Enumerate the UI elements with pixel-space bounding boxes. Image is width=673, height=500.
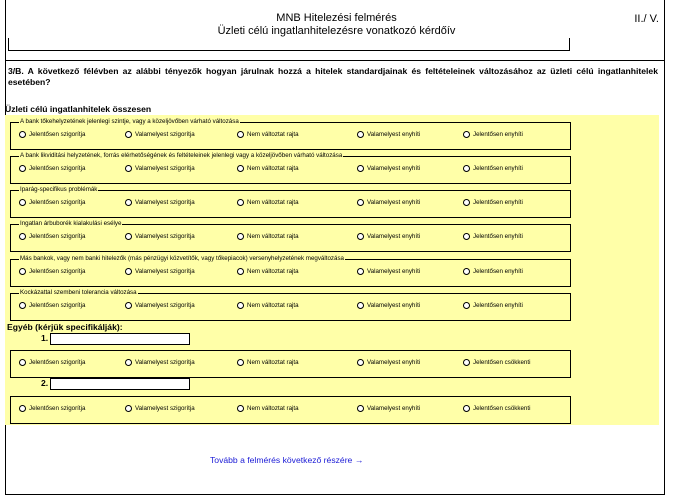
radio-button[interactable]: [237, 165, 244, 172]
radio-label: Jelentősen enyhíti: [473, 165, 523, 172]
radio-option[interactable]: [19, 131, 85, 138]
radio-button[interactable]: [463, 233, 470, 240]
radio-label: Jelentősen enyhíti: [473, 131, 523, 138]
factor-group-4: [10, 220, 571, 252]
radio-option[interactable]: [463, 199, 523, 206]
radio-option[interactable]: [237, 302, 299, 309]
other-label: Egyéb (kérjük specifikálják):: [7, 322, 123, 332]
radio-label: Nem változtat rajta: [247, 233, 299, 240]
radio-option[interactable]: [125, 302, 195, 309]
radio-label: Jelentősen szigorítja: [29, 359, 86, 366]
radio-label: Jelentősen enyhíti: [473, 268, 523, 275]
factor-group-6: [10, 289, 571, 321]
radio-button[interactable]: [463, 165, 470, 172]
radio-button[interactable]: [19, 233, 26, 240]
factor-label: Iparág-specifikus problémák: [20, 186, 98, 193]
other-number-2: 2.: [41, 378, 49, 388]
radio-button[interactable]: [357, 359, 364, 366]
radio-button[interactable]: [463, 359, 470, 366]
radio-option[interactable]: [19, 359, 85, 366]
radio-button[interactable]: [357, 131, 364, 138]
page-title: MNB Hitelezési felmérés: [276, 12, 397, 24]
radio-label: Valamelyest enyhíti: [367, 131, 421, 138]
other-group-2: [10, 396, 571, 424]
radio-label: Jelentősen szigorítja: [29, 268, 86, 275]
radio-option[interactable]: [463, 359, 530, 366]
radio-button[interactable]: [237, 199, 244, 206]
radio-button[interactable]: [357, 233, 364, 240]
radio-label: Valamelyest szigorítja: [135, 405, 195, 412]
radio-label: Nem változtat rajta: [247, 268, 299, 275]
radio-button[interactable]: [357, 268, 364, 275]
factor-group-3: [10, 186, 571, 218]
factor-group-5: [10, 255, 571, 287]
radio-option[interactable]: [19, 302, 85, 309]
radio-option[interactable]: [237, 268, 299, 275]
radio-option[interactable]: [237, 405, 299, 412]
radio-option[interactable]: [237, 233, 299, 240]
radio-label: Valamelyest enyhíti: [367, 405, 421, 412]
radio-option[interactable]: [237, 131, 299, 138]
radio-label: Jelentősen szigorítja: [29, 165, 86, 172]
radio-label: Valamelyest enyhíti: [367, 268, 421, 275]
section-code: II./ V.: [634, 13, 659, 25]
radio-button[interactable]: [125, 199, 132, 206]
radio-option[interactable]: [19, 233, 85, 240]
radio-label: Nem változtat rajta: [247, 165, 299, 172]
page-subtitle: Üzleti célú ingatlanhitelezésre vonatkozó kérdőív: [217, 25, 456, 37]
radio-button[interactable]: [237, 359, 244, 366]
radio-option[interactable]: [357, 165, 420, 172]
radio-button[interactable]: [463, 199, 470, 206]
radio-label: Nem változtat rajta: [247, 199, 299, 206]
radio-label: Jelentősen enyhíti: [473, 199, 523, 206]
radio-option[interactable]: [125, 268, 195, 275]
radio-button[interactable]: [463, 405, 470, 412]
radio-button[interactable]: [19, 165, 26, 172]
radio-option[interactable]: [357, 405, 420, 412]
radio-button[interactable]: [125, 359, 132, 366]
radio-option[interactable]: [19, 268, 85, 275]
radio-option[interactable]: [357, 199, 420, 206]
radio-label: Valamelyest szigorítja: [135, 199, 195, 206]
radio-label: Nem változtat rajta: [247, 302, 299, 309]
radio-label: Nem változtat rajta: [247, 405, 299, 412]
radio-button[interactable]: [19, 268, 26, 275]
radio-label: Jelentősen enyhíti: [473, 233, 523, 240]
radio-option[interactable]: [463, 405, 530, 412]
radio-button[interactable]: [237, 405, 244, 412]
radio-option[interactable]: [125, 359, 195, 366]
radio-option[interactable]: [19, 165, 85, 172]
radio-button[interactable]: [237, 233, 244, 240]
radio-button[interactable]: [19, 131, 26, 138]
radio-option[interactable]: [357, 302, 420, 309]
radio-button[interactable]: [237, 268, 244, 275]
radio-label: Jelentősen csökkenti: [473, 405, 531, 412]
radio-button[interactable]: [125, 233, 132, 240]
radio-option[interactable]: [463, 302, 523, 309]
radio-button[interactable]: [463, 268, 470, 275]
radio-label: Valamelyest szigorítja: [135, 233, 195, 240]
radio-option[interactable]: [237, 165, 299, 172]
radio-option[interactable]: [463, 131, 523, 138]
radio-button[interactable]: [125, 405, 132, 412]
radio-button[interactable]: [125, 302, 132, 309]
radio-button[interactable]: [463, 302, 470, 309]
section-title: Üzleti célú ingatlanhitelek összesen: [5, 104, 152, 114]
radio-label: Jelentősen csökkenti: [473, 359, 531, 366]
factor-group-2: [10, 152, 571, 184]
radio-option[interactable]: [463, 233, 523, 240]
radio-label: Valamelyest enyhíti: [367, 233, 421, 240]
radio-label: Jelentősen szigorítja: [29, 302, 86, 309]
factor-label: A bank tőkehelyzetének jelenlegi szintje, vagy a közeljövőben várható változása: [20, 118, 239, 125]
radio-button[interactable]: [125, 131, 132, 138]
radio-label: Valamelyest szigorítja: [135, 302, 195, 309]
header-bracket: [8, 38, 570, 51]
radio-button[interactable]: [357, 165, 364, 172]
radio-label: Jelentősen szigorítja: [29, 233, 86, 240]
factor-label: Kockázattal szembeni tolerancia változása: [20, 289, 137, 296]
radio-button[interactable]: [19, 199, 26, 206]
radio-option[interactable]: [463, 268, 523, 275]
radio-button[interactable]: [237, 302, 244, 309]
radio-option[interactable]: [237, 359, 299, 366]
radio-option[interactable]: [125, 131, 195, 138]
header-divider: [5, 60, 665, 61]
radio-option[interactable]: [19, 199, 85, 206]
radio-option[interactable]: [125, 233, 195, 240]
other-number-1: 1.: [41, 333, 49, 343]
radio-option[interactable]: [357, 268, 420, 275]
factor-label: Más bankok, vagy nem banki hitelezők (más pénzügyi közvetítők, vagy tőkepiacok) versenyhelyzetének megváltozása: [20, 255, 344, 262]
radio-label: Valamelyest szigorítja: [135, 359, 195, 366]
factor-label: Ingatlan árbuborék kialakulási esélye: [20, 220, 122, 227]
radio-label: Valamelyest szigorítja: [135, 165, 195, 172]
radio-label: Valamelyest enyhíti: [367, 302, 421, 309]
radio-button[interactable]: [237, 131, 244, 138]
radio-label: Jelentősen szigorítja: [29, 131, 86, 138]
radio-button[interactable]: [463, 131, 470, 138]
radio-option[interactable]: [357, 131, 420, 138]
other-group-1: [10, 350, 571, 378]
radio-label: Jelentősen szigorítja: [29, 199, 86, 206]
radio-label: Valamelyest enyhíti: [367, 165, 421, 172]
radio-option[interactable]: [125, 199, 195, 206]
radio-button[interactable]: [19, 302, 26, 309]
other-input-1[interactable]: [50, 333, 190, 345]
radio-label: Valamelyest enyhíti: [367, 359, 421, 366]
radio-button[interactable]: [19, 405, 26, 412]
radio-button[interactable]: [357, 302, 364, 309]
radio-label: Jelentősen enyhíti: [473, 302, 523, 309]
radio-button[interactable]: [125, 165, 132, 172]
radio-option[interactable]: [19, 405, 85, 412]
other-input-2[interactable]: [50, 378, 190, 390]
radio-option[interactable]: [463, 165, 523, 172]
radio-button[interactable]: [357, 199, 364, 206]
radio-label: Jelentősen szigorítja: [29, 405, 86, 412]
radio-button[interactable]: [19, 359, 26, 366]
radio-option[interactable]: [125, 165, 195, 172]
factor-label: A bank likviditási helyzetének, forrás elérhetőségének és feltételeinek jelenlegi vagy a közeljövőben várható változása: [20, 152, 343, 159]
radio-button[interactable]: [125, 268, 132, 275]
radio-option[interactable]: [125, 405, 195, 412]
radio-label: Nem változtat rajta: [247, 131, 299, 138]
radio-option[interactable]: [357, 233, 420, 240]
question-text: 3/B. A következő félévben az alábbi tényezők hogyan járulnak hozzá a hitelek standardjainak és feltételeinek változásához az üzleti célú ingatlanhitelek esetében?: [8, 66, 658, 87]
radio-label: Valamelyest szigorítja: [135, 268, 195, 275]
radio-option[interactable]: [357, 359, 420, 366]
radio-label: Valamelyest szigorítja: [135, 131, 195, 138]
radio-button[interactable]: [357, 405, 364, 412]
radio-label: Valamelyest enyhíti: [367, 199, 421, 206]
radio-option[interactable]: [237, 199, 299, 206]
radio-label: Nem változtat rajta: [247, 359, 299, 366]
factor-group-1: [10, 118, 571, 150]
next-section-link[interactable]: Tovább a felmérés következő részére →: [210, 455, 364, 465]
